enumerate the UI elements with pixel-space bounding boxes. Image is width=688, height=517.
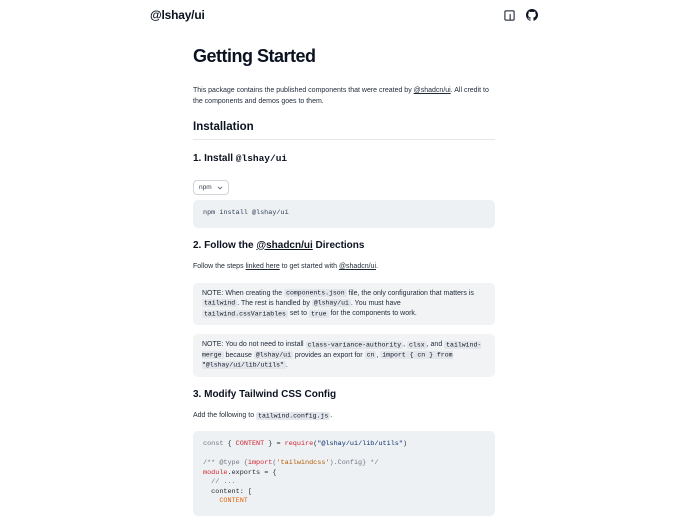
inline-code: tailwind xyxy=(204,299,236,307)
code-line xyxy=(203,450,485,460)
text-run: . You must have xyxy=(350,299,401,307)
package-manager-row xyxy=(193,176,495,195)
step3-heading: 3. Modify Tailwind CSS Config xyxy=(193,389,337,401)
package-manager-value: npm xyxy=(199,184,212,191)
code-line: // ... xyxy=(203,478,236,487)
text-run: Follow the steps xyxy=(193,262,246,270)
inline-link[interactable]: @shadcn/ui xyxy=(256,239,313,251)
note-block-2 xyxy=(193,334,495,377)
inline-code: tailwind.config.js xyxy=(258,412,329,420)
install-command-codeblock xyxy=(193,200,495,228)
inline-code: tailwind-merge xyxy=(202,341,482,359)
text-run: . xyxy=(285,361,288,369)
text-run: provides an export for xyxy=(292,351,365,359)
chevron-down-icon xyxy=(217,185,223,191)
text-run: . xyxy=(330,412,333,420)
step2-paragraph xyxy=(193,261,495,272)
inline-code: @lshay/ui xyxy=(255,351,291,359)
inline-code: class-variance-authority xyxy=(307,341,402,349)
text-run: NOTE: When creating the xyxy=(202,289,285,297)
text-run: Add the following to xyxy=(193,412,257,420)
text-run: NOTE: You do not need to install xyxy=(202,341,306,349)
github-icon[interactable] xyxy=(526,9,538,21)
step2-heading xyxy=(193,240,495,252)
note-block-1 xyxy=(193,283,495,326)
inline-code: @lshay/ui xyxy=(313,299,349,307)
text-run: . xyxy=(376,262,378,270)
text-run: file, the only configuration that matters is xyxy=(346,289,474,297)
text-run: Directions xyxy=(312,239,365,251)
text-run: This package contains the published components that were created by xyxy=(193,87,414,94)
text-run: to get started with xyxy=(279,262,339,270)
text-run: . The rest is handled by xyxy=(237,299,312,307)
install-command: npm install @lshay/ui xyxy=(203,209,289,217)
content-column xyxy=(193,30,495,516)
site-title-link[interactable]: @lshay/ui xyxy=(150,8,205,22)
text-run: , xyxy=(403,341,408,349)
inline-link[interactable]: linked here xyxy=(245,262,280,270)
installation-heading: Installation xyxy=(193,121,495,140)
code-line: module.exports = { xyxy=(203,468,277,477)
inline-link[interactable]: @shadcn/ui xyxy=(413,87,451,94)
page-title: Getting Started xyxy=(193,46,316,66)
npm-icon[interactable] xyxy=(504,10,515,21)
step3-paragraph xyxy=(193,410,495,421)
text-run: , xyxy=(376,351,381,359)
step1-heading-package: @lshay/ui xyxy=(235,153,288,164)
code-line: content: [ xyxy=(203,487,252,496)
text-run: . All credit to the components and demos goes to them. xyxy=(193,87,489,105)
code-line: CONTENT xyxy=(203,497,248,506)
text-run: because xyxy=(223,351,254,359)
package-manager-select[interactable] xyxy=(193,180,229,195)
text-run: for the components to work. xyxy=(328,310,417,318)
text-run: set to xyxy=(287,310,309,318)
inline-code: clsx xyxy=(409,341,425,349)
header-icons xyxy=(504,9,538,21)
header-inner xyxy=(150,0,538,30)
inline-code: components.json xyxy=(286,289,345,297)
intro-paragraph xyxy=(193,85,495,107)
inline-code: tailwind.cssVariables xyxy=(204,310,286,318)
inline-code: import { cn } from "@lshay/ui/lib/utils" xyxy=(202,351,453,369)
step1-heading xyxy=(193,153,495,165)
site-header xyxy=(0,0,688,30)
text-run: 2. Follow the xyxy=(193,239,257,251)
code-line: /** @type {import('tailwindcss').Config} */ xyxy=(203,459,379,468)
tailwind-config-codeblock xyxy=(193,431,495,516)
step1-heading-text: 1. Install xyxy=(193,153,236,164)
inline-link[interactable]: @shadcn/ui xyxy=(338,262,377,270)
inline-code: true xyxy=(310,310,327,318)
text-run: , and xyxy=(426,341,445,349)
inline-code: cn xyxy=(366,351,375,359)
code-line: const { CONTENT } = require("@lshay/ui/lib/utils") xyxy=(203,440,408,449)
